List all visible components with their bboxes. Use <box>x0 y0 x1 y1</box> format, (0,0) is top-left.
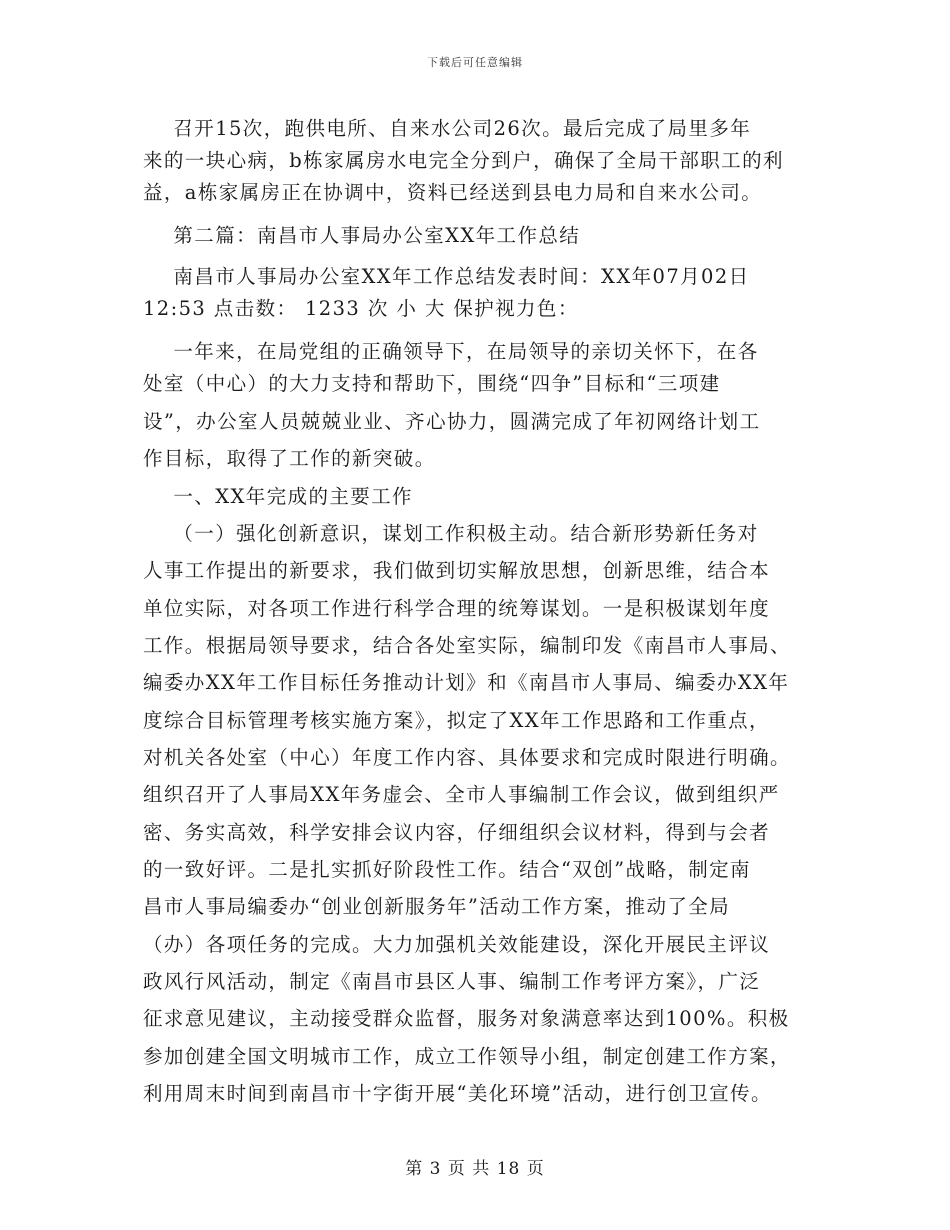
text-line: （一）强化创新意识，谋划工作积极主动。结合新形势新任务对 <box>143 522 759 545</box>
text-line: 设”，办公室人员兢兢业业、齐心协力，圆满完成了年初网络计划工 <box>143 410 761 433</box>
text-line: 密、务实高效，科学安排会议内容，仔细组织会议材料，得到与会者 <box>143 821 771 844</box>
text-line: 昌市人事局编委办“创业创新服务年”活动工作方案，推动了全局 <box>143 895 731 918</box>
text-line: 处室（中心）的大力支持和帮助下，围绕“四争”目标和“三项建 <box>143 372 721 395</box>
text-line: 南昌市人事局办公室XX年工作总结发表时间：XX年07月02日 <box>143 265 750 288</box>
text-line: 益，a栋家属房正在协调中，资料已经送到县电力局和自来水公司。 <box>143 181 763 204</box>
text-line: 编委办XX年工作目标任务推动计划》和《南昌市人事局、编委办XX年 <box>143 671 790 694</box>
section-heading: 一、XX年完成的主要工作 <box>143 485 413 508</box>
section-title: 第二篇：南昌市人事局办公室XX年工作总结 <box>143 224 581 247</box>
page-footer: 第 3 页 共 18 页 <box>405 1159 545 1179</box>
text-line: 政风行风活动，制定《南昌市县区人事、编制工作考评方案》，广泛 <box>143 970 761 993</box>
text-line: 召开15次，跑供电所、自来水公司26次。最后完成了局里多年 <box>143 117 752 140</box>
text-line: 12:53 点击数： 1233 次 小 大 保护视力色： <box>143 297 579 320</box>
text-line: 利用周末时间到南昌市十字街开展“美化环境”活动，进行创卫宣传。 <box>143 1082 772 1105</box>
text-line: 的一致好评。二是扎实抓好阶段性工作。结合“双创”战略，制定南 <box>143 858 751 881</box>
page-header: 下载后可任意编辑 <box>427 56 523 69</box>
text-line: 参加创建全国文明城市工作，成立工作领导小组，制定创建工作方案， <box>143 1045 791 1068</box>
text-line: 人事工作提出的新要求，我们做到切实解放思想，创新思维，结合本 <box>143 559 771 582</box>
text-line: 作目标，取得了工作的新突破。 <box>143 447 436 470</box>
text-line: 来的一块心病，b栋家属房水电完全分到户，确保了全局干部职工的利 <box>143 149 784 172</box>
text-line: （办）各项任务的完成。大力加强机关效能建设，深化开展民主评议 <box>143 933 771 956</box>
text-line: 度综合目标管理考核实施方案》，拟定了XX年工作思路和工作重点， <box>143 709 770 732</box>
text-line: 工作。根据局领导要求，结合各处室实际，编制印发《南昌市人事局、 <box>143 634 791 657</box>
text-line: 单位实际，对各项工作进行科学合理的统筹谋划。一是积极谋划年度 <box>143 597 771 620</box>
text-line: 对机关各处室（中心）年度工作内容、具体要求和完成时限进行明确。 <box>143 746 791 769</box>
text-line: 组织召开了人事局XX年务虚会、全市人事编制工作会议，做到组织严 <box>143 783 780 806</box>
text-line: 征求意见建议，主动接受群众监督，服务对象满意率达到100%。积极 <box>143 1007 790 1030</box>
text-line: 一年来，在局党组的正确领导下，在局领导的亲切关怀下，在各 <box>143 340 759 363</box>
